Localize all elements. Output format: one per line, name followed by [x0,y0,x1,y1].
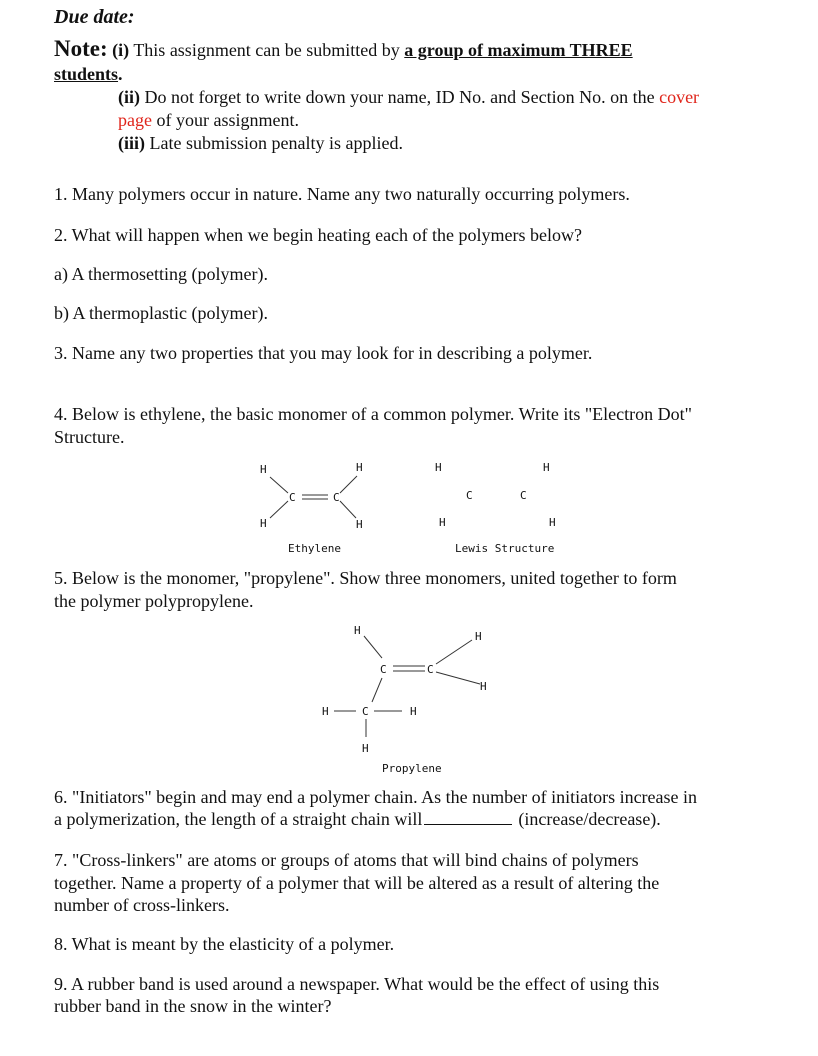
question-4-line2: Structure. [54,427,125,447]
note-i-text: This assignment can be submitted by [129,40,405,60]
question-6-text-b: (increase/decrease). [518,809,661,829]
lewis-h-bottom-right: H [549,516,556,529]
propylene-methyl-h-right: H [410,705,417,718]
bond-line [340,501,356,518]
question-5-line2: the polymer polypropylene. [54,591,254,611]
ethylene-c-right: C [333,491,340,504]
cover-page-link-part1: cover [659,87,700,107]
question-7-line1: 7. "Cross-linkers" are atoms or groups of atoms that will bind chains of polymers [54,850,639,870]
lewis-h-top-right: H [543,461,550,474]
propylene-methyl-h-bottom: H [362,742,369,755]
lewis-h-bottom-left: H [439,516,446,529]
note-i-period: . [118,64,123,84]
question-1: 1. Many polymers occur in nature. Name any two naturally occurring polymers. [54,184,630,204]
note-i-emphasis: a group of maximum THREE [404,40,633,60]
propylene-h-right: H [480,680,487,693]
question-6-line2 [54,809,661,830]
question-4-line1: 4. Below is ethylene, the basic monomer of a common polymer. Write its "Electron Dot" [54,404,692,424]
ethylene-c-left: C [289,491,296,504]
bond-line [436,640,472,664]
propylene-figure [300,618,520,778]
question-2: 2. What will happen when we begin heating each of the polymers below? [54,225,583,245]
note-line-ii-cont [118,110,299,131]
question-6-text-a: a polymerization, the length of a straight chain will [54,809,423,829]
question-5-line1: 5. Below is the monomer, "propylene". Show three monomers, united together to form [54,568,677,588]
ethylene-h-top-left: H [260,463,267,476]
propylene-methyl-h-left: H [322,705,329,718]
bond-line [364,636,382,658]
note-i-emphasis-cont: students [54,64,119,84]
question-3: 3. Name any two properties that you may look for in describing a polymer. [54,343,593,363]
bond-line [340,476,357,493]
propylene-methyl-c: C [362,705,369,718]
question-2b: b) A thermoplastic (polymer). [54,303,268,323]
note-line-ii [118,87,699,108]
question-9-line1: 9. A rubber band is used around a newspaper. What would be the effect of using this [54,974,660,994]
note-ii-prefix: (ii) [118,87,140,107]
lewis-c-right: C [520,489,527,502]
ethylene-figure [240,455,580,560]
note-line-i [54,36,633,62]
propylene-h-top-left: H [354,624,361,637]
note-i-prefix: (i) [112,40,130,60]
question-6-line1: 6. "Initiators" begin and may end a polymer chain. As the number of initiators increase in [54,787,698,807]
propylene-c-right: C [427,663,434,676]
ethylene-caption: Ethylene [288,542,341,555]
ethylene-h-bottom-right: H [356,518,363,531]
note-ii-text: Do not forget to write down your name, ID No. and Section No. on the [140,87,660,107]
bond-line [436,672,480,684]
cover-page-link-part2: page [118,110,152,130]
question-8: 8. What is meant by the elasticity of a polymer. [54,934,395,954]
ethylene-h-top-right: H [356,461,363,474]
bond-line [270,477,288,493]
propylene-h-top-right: H [475,630,482,643]
note-iii-prefix: (iii) [118,133,145,153]
question-9-line2: rubber band in the snow in the winter? [54,996,332,1016]
note-line-iii [118,133,403,154]
bond-line [270,501,288,518]
note-label: Note: [54,36,108,61]
answer-blank[interactable] [424,810,512,825]
due-date-label: Due date: [54,6,135,28]
question-2a: a) A thermosetting (polymer). [54,264,268,284]
lewis-caption: Lewis Structure [455,542,555,555]
question-7-line3: number of cross-linkers. [54,895,230,915]
propylene-c-left: C [380,663,387,676]
bond-line [372,678,382,702]
propylene-caption: Propylene [382,762,442,775]
note-line-i-cont [54,64,123,85]
question-7-line2: together. Name a property of a polymer that will be altered as a result of altering the [54,873,660,893]
ethylene-h-bottom-left: H [260,517,267,530]
lewis-c-left: C [466,489,473,502]
note-iii-text: Late submission penalty is applied. [145,133,403,153]
note-ii-tail: of your assignment. [151,110,299,130]
lewis-h-top-left: H [435,461,442,474]
